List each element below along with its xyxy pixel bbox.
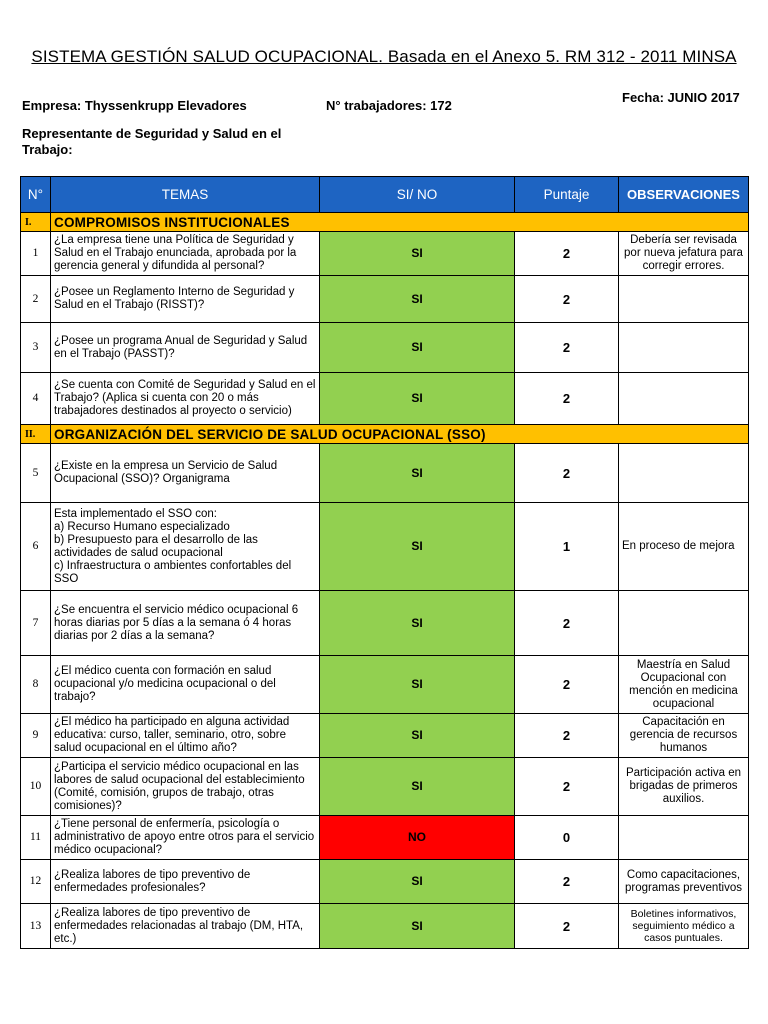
row-number: 6 [21,503,51,591]
answer-cell: SI [320,758,515,816]
section-row [21,425,749,444]
question-cell: ¿Tiene personal de enfermería, psicología o administrativo de apoyo entre otros para el servicio médico ocupacional? [51,816,320,860]
table-row [21,656,749,714]
date-field: Fecha: JUNIO 2017 [622,90,740,105]
table-header-row [21,177,749,213]
table-row [21,904,749,949]
score-cell: 2 [515,276,619,323]
answer-cell: SI [320,503,515,591]
answer-cell: SI [320,444,515,503]
answer-cell: SI [320,232,515,276]
column-header-yes-no: SI/ NO [320,177,515,213]
table-row [21,232,749,276]
workers-count-field: N° trabajadores: 172 [326,98,452,113]
row-number: 1 [21,232,51,276]
table-row [21,323,749,373]
row-number: 12 [21,860,51,904]
column-header-score: Puntaje [515,177,619,213]
section-row [21,213,749,232]
score-cell: 2 [515,714,619,758]
score-cell: 2 [515,444,619,503]
table-row [21,591,749,656]
score-cell: 2 [515,656,619,714]
row-number: 8 [21,656,51,714]
question-cell: ¿Realiza labores de tipo preventivo de enfermedades profesionales? [51,860,320,904]
row-number: 4 [21,373,51,425]
table-row [21,276,749,323]
column-header-topics: TEMAS [51,177,320,213]
row-number: 10 [21,758,51,816]
answer-cell: SI [320,323,515,373]
question-cell: ¿El médico cuenta con formación en salud ocupacional y/o medicina ocupacional o del trabajo? [51,656,320,714]
observation-cell: Maestría en Salud Ocupacional con mención en medicina ocupacional [619,656,749,714]
table-row [21,373,749,425]
observation-cell [619,276,749,323]
row-number: 3 [21,323,51,373]
row-number: 5 [21,444,51,503]
score-cell: 0 [515,816,619,860]
answer-cell: SI [320,860,515,904]
row-number: 9 [21,714,51,758]
answer-cell: NO [320,816,515,860]
column-header-observations: OBSERVACIONES [619,177,749,213]
row-number: 2 [21,276,51,323]
row-number: 7 [21,591,51,656]
section-title: COMPROMISOS INSTITUCIONALES [51,213,749,232]
section-title: ORGANIZACIÓN DEL SERVICIO DE SALUD OCUPACIONAL (SSO) [51,425,749,444]
question-cell: ¿Posee un Reglamento Interno de Seguridad y Salud en el Trabajo (RISST)? [51,276,320,323]
answer-cell: SI [320,656,515,714]
answer-cell: SI [320,904,515,949]
score-cell: 2 [515,860,619,904]
observation-cell: Boletines informativos, seguimiento médico a casos puntuales. [619,904,749,949]
score-cell: 2 [515,758,619,816]
observation-cell [619,323,749,373]
question-cell: Esta implementado el SSO con: a) Recurso Humano especializado b) Presupuesto para el desarrollo de las actividades de salud ocupacional c) Infraestructura o ambientes confortables del SSO [51,503,320,591]
observation-cell [619,373,749,425]
representative-field: Representante de Seguridad y Salud en el Trabajo: [22,126,282,157]
evaluation-table [20,176,749,949]
table-row [21,758,749,816]
score-cell: 2 [515,591,619,656]
question-cell: ¿Posee un programa Anual de Seguridad y Salud en el Trabajo (PASST)? [51,323,320,373]
observation-cell: Como capacitaciones, programas preventivos [619,860,749,904]
section-number: II. [21,425,51,444]
company-field: Empresa: Thyssenkrupp Elevadores [22,98,247,113]
score-cell: 2 [515,323,619,373]
answer-cell: SI [320,373,515,425]
answer-cell: SI [320,276,515,323]
observation-cell: Capacitación en gerencia de recursos humanos [619,714,749,758]
question-cell: ¿Participa el servicio médico ocupacional en las labores de salud ocupacional del establecimiento (Comité, comisión, grupos de trabajo, otras comisiones)? [51,758,320,816]
question-cell: ¿Se cuenta con Comité de Seguridad y Salud en el Trabajo? (Aplica si cuenta con 20 o más trabajadores destinados al proyecto o servicio) [51,373,320,425]
table-row [21,444,749,503]
table-row [21,816,749,860]
document-title: SISTEMA GESTIÓN SALUD OCUPACIONAL. Basada en el Anexo 5. RM 312 - 2011 MINSA [31,47,737,66]
table-row [21,714,749,758]
score-cell: 1 [515,503,619,591]
answer-cell: SI [320,714,515,758]
score-cell: 2 [515,373,619,425]
row-number: 13 [21,904,51,949]
table-body [21,213,749,949]
score-cell: 2 [515,232,619,276]
observation-cell [619,816,749,860]
observation-cell: Debería ser revisada por nueva jefatura para corregir errores. [619,232,749,276]
observation-cell: En proceso de mejora [619,503,749,591]
question-cell: ¿La empresa tiene una Política de Seguridad y Salud en el Trabajo enunciada, aprobada por la gerencia general y difundida al personal? [51,232,320,276]
question-cell: ¿El médico ha participado en alguna actividad educativa: curso, taller, seminario, otro, sobre salud ocupacional en el último año? [51,714,320,758]
table-row [21,860,749,904]
question-cell: ¿Existe en la empresa un Servicio de Salud Ocupacional (SSO)? Organigrama [51,444,320,503]
question-cell: ¿Se encuentra el servicio médico ocupacional 6 horas diarias por 5 días a la semana ó 4 horas diarias por 2 días a la semana? [51,591,320,656]
score-cell: 2 [515,904,619,949]
observation-cell [619,444,749,503]
observation-cell [619,591,749,656]
row-number: 11 [21,816,51,860]
question-cell: ¿Realiza labores de tipo preventivo de enfermedades relacionadas al trabajo (DM, HTA, etc.) [51,904,320,949]
answer-cell: SI [320,591,515,656]
column-header-number: N° [21,177,51,213]
section-number: I. [21,213,51,232]
table-row [21,503,749,591]
observation-cell: Participación activa en brigadas de primeros auxilios. [619,758,749,816]
